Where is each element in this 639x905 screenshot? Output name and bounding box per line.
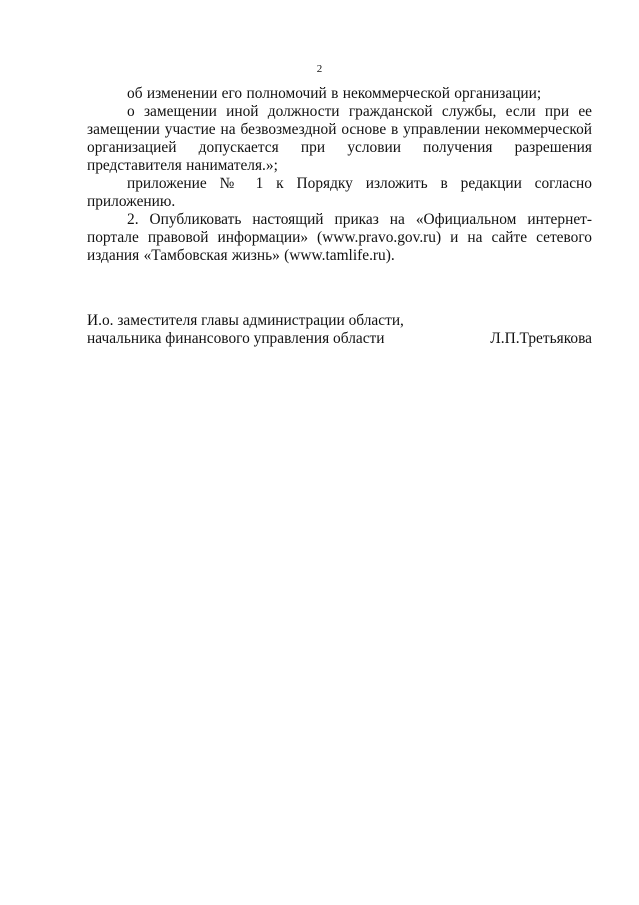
body-paragraph: о замещении иной должности гражданской службы, если при ее замещении участие на безвозмездной основе в управлении некоммерческой организацией допускается при условии получения разрешения представителя нанимателя.»; xyxy=(87,103,592,174)
body-paragraph: приложение № 1 к Порядку изложить в редакции согласно приложению. xyxy=(87,175,592,210)
signatory-position-line-1: И.о. заместителя главы администрации области, xyxy=(87,312,404,329)
signatory-name: Л.П.Третьякова xyxy=(490,330,592,347)
body-paragraph: 2. Опубликовать настоящий приказ на «Официальном интернет-портале правовой информации» (www.pravo.gov.ru) и на сайте сетевого издания «Тамбовская жизнь» (www.tamlife.ru). xyxy=(87,211,592,264)
body-paragraph: об изменении его полномочий в некоммерческой организации; xyxy=(127,85,542,102)
signature-block xyxy=(87,312,592,348)
signatory-position-line-2: начальника финансового управления области xyxy=(87,330,385,347)
page-number: 2 xyxy=(316,63,323,75)
document-body xyxy=(87,85,592,265)
